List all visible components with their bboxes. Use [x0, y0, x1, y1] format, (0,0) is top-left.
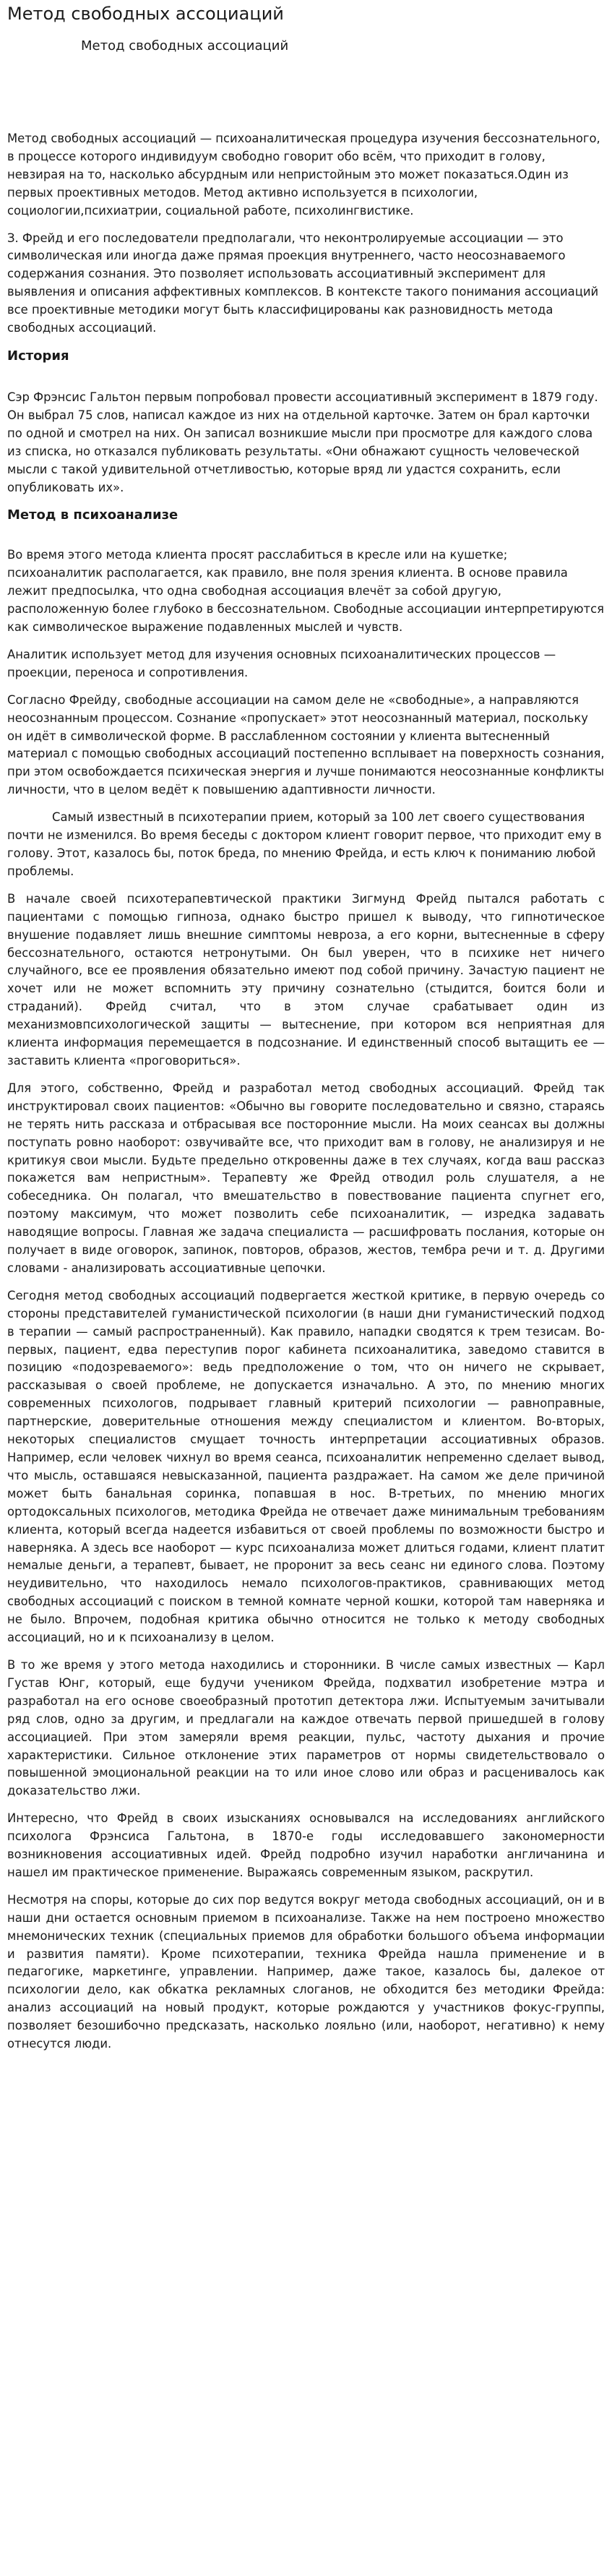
psychoanalysis-paragraph-2: Аналитик использует метод для изучения основных психоаналитических процессов — проекции, переноса и сопротивления. — [7, 647, 556, 679]
intro-paragraph-1: Метод свободных ассоциаций — психоаналитическая процедура изучения бессознательного, в процессе которого индивидуум свободно говорит обо всём, что приходит в голову, невзирая на то, насколько абсурдным или непристойным это может показаться.Один из первых проективных методов. Метод активно используется в психологии, социологии,психиатрии, социальной работе, психолингвистике. — [7, 132, 600, 218]
psychoanalysis-paragraph-9: Интересно, что Фрейд в своих изысканиях основывался на исследованиях английского психолога Фрэнсиса Гальтона, в 1870-е годы исследовавшего закономерности возникновения ассоциативных идей. Фрейд подробно изучил наработки англичанина и нашел им практическое применение. Выражаясь современным языком, раскрутил. — [7, 1811, 605, 1879]
psychoanalysis-paragraph-3: Согласно Фрейду, свободные ассоциации на самом деле не «свободные», а направляются неосознанным процессом. Сознание «пропускает» этот неосознанный материал, поскольку он идёт в символической форме. В расслабленном состоянии у клиента вытесненный материал с помощью свободных ассоциаций постепенно всплывает на поверхность сознания, при этом освобождается психическая энергия и лучше понимаются неосознанные конфликты личности, что в целом ведёт к повышению адаптивности личности. — [7, 692, 605, 797]
spacer — [7, 55, 605, 130]
document-title: Метод свободных ассоциаций — [7, 4, 284, 24]
document-subtitle: Метод свободных ассоциаций — [81, 38, 289, 53]
psychoanalysis-paragraph-4: Самый известный в психотерапии прием, который за 100 лет своего существования почти не изменился. Во время беседы с доктором клиент говорит первое, что приходит ему в голову. Этот, казалось бы, поток бреда, по мнению Фрейда, и есть ключ к пониманию любой проблемы. — [7, 810, 602, 878]
psychoanalysis-paragraph-6: Для этого, собственно, Фрейд и разработал метод свободных ассоциаций. Фрейд так инструктировал своих пациентов: «Обычно вы говорите последовательно и связно, стараясь не терять нить рассказа и отбрасывая все посторонние мысли. На моих сеансах вы должны поступать ровно наоборот: озвучивайте все, что приходит вам в голову, не анализируя и не критикуя свои мысли. Будьте предельно откровенны даже в тех случаях, когда ваш рассказ покажется вам непристным». Терапевту же Фрейд отводил роль слушателя, а не собеседника. Он полагал, что вмешательство в повествование пациента спугнет его, поэтому максимум, что может позволить себе психоаналитик, — изредка задавать наводящие вопросы. Главная же задача специалиста — расшифровать послания, которые он получает в виде оговорок, запинок, повторов, образов, жестов, тембра речи и т. д. Другими словами - анализировать ассоциативные цепочки. — [7, 1081, 605, 1275]
intro-paragraph-2: З. Фрейд и его последователи предполагали, что неконтролируемые ассоциации — это символическая или иногда даже прямая проекция внутреннего, часто неосознаваемого содержания сознания. Это позволяет использовать ассоциативный эксперимент для выявления и описания аффективных комплексов. В контексте такого понимания ассоциаций все проективные методики могут быть классифицированы как разновидность метода свободных ассоциаций. — [7, 231, 599, 335]
psychoanalysis-paragraph-10: Несмотря на споры, которые до сих пор ведутся вокруг метода свободных ассоциаций, он и в наши дни остается основным приемом в психоанализе. Также на нем построено множество мнемонических техник (специальных приемов для обработки большого объема информации и развития памяти). Кроме психотерапии, техника Фрейда нашла применение и в педагогике, маркетинге, управлении. Например, даже такое, казалось бы, далекое от психологии дело, как обкатка рекламных слоганов, не обходится без методики Фрейда: анализ ассоциаций на новый продукт, которые рождаются у участников фокус-группы, позволяет безошибочно предсказать, насколько лояльно (или, наоборот, негативно) к нему отнесутся люди. — [7, 1892, 605, 2051]
psychoanalysis-paragraph-5: В начале своей психотерапевтической практики Зигмунд Фрейд пытался работать с пациентами с помощью гипноза, однако быстро пришел к выводу, что гипнотическое внушение подавляет лишь внешние симптомы невроза, а его корни, вытесненные в сферу бессознательного, остаются нетронутыми. Он был уверен, что в психике нет ничего случайного, все ее проявления обязательно имеют под собой причину. Зачастую пациент не хочет или не может вспомнить эту причину сознательно (стыдится, боится боли и страданий). Фрейд считал, что в этом случае срабатывает один из механизмовпсихологической защиты — вытеснение, при котором вся неприятная для клиента информация перемещается в подсознание. И единственный способ вытащить ее — заставить клиента «проговориться». — [7, 891, 605, 1068]
spacer — [7, 525, 605, 546]
psychoanalysis-heading: Метод в психоанализе — [7, 507, 178, 523]
psychoanalysis-section — [7, 506, 605, 2053]
history-heading: История — [7, 348, 69, 364]
psychoanalysis-paragraph-8: В то же время у этого метода находились и сторонники. В числе самых известных — Карл Густав Юнг, который, еще будучи учеником Фрейда, подхватил изобретение мэтра и разработал на его основе своеобразный прототип детектора лжи. Испытуемым зачитывали ряд слов, одно за другим, и предлагали на каждое отвечать первой пришедшей в голову ассоциацией. При этом замеряли время реакции, пульс, частоту дыхания и прочие характеристики. Сильное отклонение этих параметров от нормы свидетельствовало о повышенной эмоциональной реакции на то или иное слово или образ и расценивалось как доказательство лжи. — [7, 1657, 605, 1798]
intro-section — [7, 130, 605, 338]
history-section — [7, 347, 605, 497]
psychoanalysis-paragraph-1: Во время этого метода клиента просят расслабиться в кресле или на кушетке; психоаналитик располагается, как правило, вне поля зрения клиента. В основе правила лежит предпосылка, что одна свободная ассоциация влечёт за собой другую, расположенную более глубоко в бессознательном. Свободные ассоциации интерпретируются как символическое выражение подавленных мыслей и чувств. — [7, 548, 604, 635]
psychoanalysis-paragraph-7: Сегодня метод свободных ассоциаций подвергается жесткой критике, в первую очередь со стороны представителей гуманистической психологии (в наши дни гуманистический подход в терапии — самый распространенный). Как правило, нападки сводятся к трем тезисам. Во-первых, пациент, едва переступив порог кабинета психоаналитика, заведомо ставится в позицию «подозреваемого»: ведь предположение о том, что он ничего не скрывает, рассказывая о своей проблеме, не допускается изначально. А это, по мнению многих современных психологов, подрывает главный критерий психологии — равноправные, партнерские, доверительные отношения между специалистом и клиентом. Во-вторых, некоторых специалистов смущает точность интерпретации ассоциативных образов. Например, если человек чихнул во время сеанса, психоаналитик непременно сделает вывод, что мысль, оставшаяся невысказанной, пациента раздражает. На самом же деле причиной может быть банальная соринка, попавшая в нос. В-третьих, по мнению многих ортодоксальных психологов, методика Фрейда не отвечает даже минимальным требованиям клиента, который всегда надеется избавиться от своей проблемы по возможности быстро и наверняка. А здесь все наоборот — курс психоанализа может длиться годами, клиент платит немалые деньги, а терапевт, бывает, не проронит за весь сеанс ни единого слова. Поэтому неудивительно, что находилось немало психологов-практиков, сравнивающих метод свободных ассоциаций с поиском в темной комнате черной кошки, которой там наверняка и не было. Впрочем, подобная критика обычно относится не только к методу свободных ассоциаций, но и к психоанализу в целом. — [7, 1288, 605, 1645]
history-paragraph-1: Сэр Фрэнсис Гальтон первым попробовал провести ассоциативный эксперимент в 1879 году. Он выбрал 75 слов, написал каждое из них на отдельной карточке. Затем он брал карточки по одной и смотрел на них. Он записал возникшие мысли при просмотре для каждого слова из списка, но отказался публиковать результаты. «Они обнажают сущность человеческой мысли с такой удивительной отчетливостью, которые вряд ли удастся сохранить, если опубликовать их». — [7, 390, 598, 494]
spacer — [7, 366, 605, 389]
